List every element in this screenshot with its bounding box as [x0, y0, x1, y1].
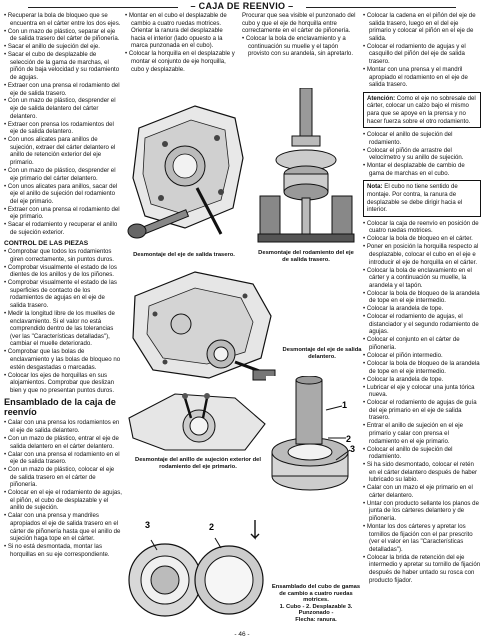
bullet-item: • Untar con producto sellante los planos de junta de los cárteres delantero y de piñonería.: [363, 499, 479, 523]
bullet-item: • Calar con una prensa y mandriles apropiados el eje de salida trasero en el cárter de piñonería hasta que el anillo de sujeción haga tope en el cárter.: [4, 512, 121, 543]
bullet-item: • Comprobar que las bolas de enclavamiento y las bolas de bloqueo no estén desgastadas o marcadas.: [4, 348, 121, 371]
caption-figure-5-arrow: Flecha: ranura.: [295, 616, 337, 623]
bullet-item: • Calar con una prensa el rodamiento en el eje de salida trasero.: [4, 450, 120, 466]
bullet-item: • Con unos alicates para anillos de sujeción, extraer del cárter delantero el anillo de retención exterior del eje primario.: [4, 136, 116, 167]
bullet-item: • Extraer con una prensa el rodamiento del eje de salida trasero.: [4, 81, 120, 97]
note-text: El cubo no tiene sentido de montaje. Por contra, la ranura de desplazable se debe dirigir hacia el interior.: [367, 183, 463, 214]
bullet-item: • Colocar el rodamiento de agujas y el casquillo del piñón del eje de salida trasero.: [363, 42, 466, 65]
figure-front-shaft-removal: [125, 266, 283, 386]
caption-figure-5: [270, 584, 362, 624]
bullet-item: • Con un mazo de plástico, entrar el eje de salida delantero en el cárter delantero.: [4, 434, 119, 450]
bullet-item: • Colocar la brida de retención del eje intermedio y apretar su tornillo de fijación después de haber untado su rosca con producto fijador.: [363, 553, 481, 584]
bullet-item: • Si ha sido desmontado, colocar el retén en el cárter delantero después de haber lubricado su labio.: [363, 461, 478, 484]
note-label: Nota:: [367, 183, 383, 191]
section-heading: CONTROL DE LAS PIEZAS: [4, 239, 89, 247]
bullet-item: • Comprobar visualmente el estado de los dientes de los anillos y de los piñones.: [4, 263, 117, 279]
caption-figure-4: Desmontaje del anillo de sujeción exterior del rodamiento del eje primario.: [135, 457, 261, 470]
figure-label-3: 3: [350, 444, 356, 454]
bullet-item: • Colocar la caja de reenvío en posición de cuatro ruedas motrices.: [363, 219, 479, 235]
bullet-item: • Sacar el anillo de sujeción del eje.: [4, 43, 100, 51]
figure-label-1: 1: [342, 400, 348, 410]
bullet-item: • Extraer con prensa los rodamientos del eje de salida delantero.: [4, 120, 114, 136]
bullet-item: • Colocar la cadena en el piñón del eje de salida trasero, luego en el del eje primario y colocar el piñón en el eje de salida.: [363, 12, 476, 42]
bullet-item: • Recuperar la bola de bloqueo que se encuentra en el cárter entre los dos ejes.: [4, 12, 121, 27]
bullet-item: • Colocar los ejes de horquillas en sus alojamientos. Comprobar que deslizan bien y que no presentan puntos duros.: [4, 371, 115, 394]
bullet-item: • Con un mazo de plástico, desprender el eje primario del cárter delantero.: [4, 167, 116, 182]
section-title: Ensamblado de la caja de reenvío: [4, 397, 116, 418]
figure-rear-bearing-press: [254, 88, 358, 248]
bullet-item: • Colocar la horquilla en el desplazable y montar el conjunto de eje horquilla, cubo y desplazable.: [125, 50, 235, 73]
bullet-item: • Entrar el anillo de sujeción en el eje primario y calar con prensa el rodamiento en el eje primario.: [363, 422, 464, 445]
bullet-item: • Con un mazo de plástico, desprender el eje de salida delantero del cárter delantero.: [4, 97, 116, 120]
note-text: Como el eje no sobresale del cárter, colocar un calzo bajo el mismo para que se apoye en la prensa y no hacer fuerza sobre el otro rodamiento.: [367, 94, 476, 125]
figure-label-2: 2: [346, 434, 352, 444]
note-label: Atención:: [367, 94, 396, 102]
bullet-item: • Colocar la bola de bloqueo de la arandela de tope en el eje intermedio.: [363, 360, 480, 375]
bullet-item: • Comprobar que todos los rodamientos giren correctamente, sin puntos duros.: [4, 248, 114, 263]
note-box: [363, 180, 481, 216]
bullet-item: • Comprobar visualmente el estado de las superficies de contacto de los rodamientos de agujas en el eje de salida trasero.: [4, 279, 117, 310]
figure-hub-assembly: [266, 376, 362, 498]
bullet-item: • Colocar la bola de enclavamiento y a continuación su muelle y el tapón provisto con su arandela, sin apretarlo.: [242, 35, 354, 58]
bullet-item: • Con un mazo de plástico, separar el eje de salida trasero del cárter de piñonería.: [4, 27, 120, 43]
bullet-item: • Colocar el conjunto en el cárter de piñonería.: [363, 336, 460, 352]
bullet-item: • Colocar el anillo de sujeción del rodamiento.: [363, 445, 453, 461]
figure-hub-sleeve-detail: [125, 500, 271, 628]
bullet-item: • Colocar el rodamiento de agujas, el distanciador y el segundo rodamiento de agujas.: [363, 313, 479, 336]
bullet-item: • Colocar la bola de enclavamiento en el cárter y a continuación su muelle, la arandela y el tapón.: [363, 266, 472, 289]
caption-figure-2: Desmontaje del rodamiento del eje de salida trasero.: [258, 250, 354, 263]
caption-figure-3: Desmontaje del eje de salida delantero.: [282, 347, 362, 360]
column-middle-right: [242, 12, 360, 58]
bullet-item: • Colocar el anillo de sujeción del rodamiento.: [363, 131, 453, 146]
bullet-item: • Poner en posición la horquilla respecto al desplazable, colocar el cubo en el eje e introducir el eje de horquilla en el cárter.: [363, 243, 479, 266]
caption-figure-1: Desmontaje del eje de salida trasero.: [133, 252, 235, 258]
bullet-item: • Sacar el cubo de desplazable de selección de la gama de marchas, el piñón de baja velocidad y su rodamiento de agujas.: [4, 51, 120, 81]
bullet-item: • Montar el desplazable de cambio de gama de marchas en el cubo.: [363, 162, 465, 177]
bullet-item: • Colocar la arandela de tope.: [363, 375, 444, 383]
bullet-item: • Colocar la bola de bloqueo en el cárter.: [363, 235, 473, 243]
bullet-item: • Calar con una prensa los rodamientos en el eje de salida delantero.: [4, 419, 120, 434]
figure-label-2b: 2: [209, 522, 215, 532]
bullet-item: • Colocar el piñón de arrastre del velocímetro y su anillo de sujeción.: [363, 146, 464, 162]
bullet-item: • Lubricar el eje y colocar una junta tórica nueva.: [363, 383, 475, 399]
bullet-item: • Con unos alicates para anillos, sacar del eje el anillo de sujeción del rodamiento del eje primario.: [4, 182, 118, 205]
bullet-item: • Colocar la bola de bloqueo de la arandela de tope en el eje intermedio.: [363, 289, 480, 305]
bullet-item: • Colocar el rodamiento de agujas de guía del eje primario en el eje de salida trasero.: [363, 399, 477, 422]
caption-figure-5-title: Ensamblado del cubo de gamas de cambio a cuatro ruedas motrices.: [271, 584, 361, 604]
column-right: [363, 12, 481, 585]
figure-rear-shaft-removal: [125, 88, 249, 248]
bullet-item: • Montar en el cubo el desplazable de cambio a cuatro ruedas motrices. Orientar la ranura del desplazable hacia el interior (lado opuesto a la marca punzonada en el cubo).: [125, 12, 227, 50]
column-middle-left: [125, 12, 239, 74]
page-title: – CAJA DE REENVIO –: [190, 1, 294, 11]
bullet-item: • Colocar en el eje el rodamiento de agujas, el piñón, el cubo de desplazable y el anillo de sujeción.: [4, 489, 122, 512]
note-box: [363, 92, 481, 128]
column-left: [4, 12, 122, 559]
page-number: - 46 -: [234, 631, 250, 638]
bullet-item: • Montar los dos cárteres y apretar los tornillos de fijación con el par prescrito (ver el valor en las "Características detalladas").: [363, 523, 473, 553]
figure-label-3b: 3: [145, 520, 151, 530]
bullet-item: • Si no está desmontada, montar las horquillas en su eje correspondiente.: [4, 543, 110, 558]
bullet-item: • Colocar la arandela de tope.: [363, 305, 444, 313]
bullet-item: • Con un mazo de plástico, colocar el eje de salida trasero en el cárter de piñonería.: [4, 466, 115, 489]
bullet-item: • Colocar el piñón intermedio.: [363, 352, 443, 360]
figure-retaining-ring-removal: [125, 388, 270, 454]
caption-figure-5-legend: 1. Cubo - 2. Desplazable 3. Punzonado -: [279, 603, 353, 617]
paragraph: Procurar que sea visible el punzonado del cubo y que el eje de horquilla entre correctamente en el cárter de piñonería.: [242, 12, 356, 35]
bullet-item: • Calar con un mazo el eje primario en el cárter delantero.: [363, 484, 473, 499]
bullet-item: • Sacar el rodamiento y recuperar el anillo de sujeción exterior.: [4, 221, 118, 236]
bullet-item: • Montar con una prensa y el mandril apropiado el rodamiento en el eje de salida trasero.: [363, 65, 468, 89]
bullet-item: • Medir la longitud libre de los muelles de enclavamiento. Si el valor no está comprendido dentro de las tolerancias (ver las "Características detalladas"), cambiar el muelle deteriorado.: [4, 310, 115, 348]
bullet-item: • Extraer con una prensa el rodamiento del eje primario.: [4, 205, 120, 221]
